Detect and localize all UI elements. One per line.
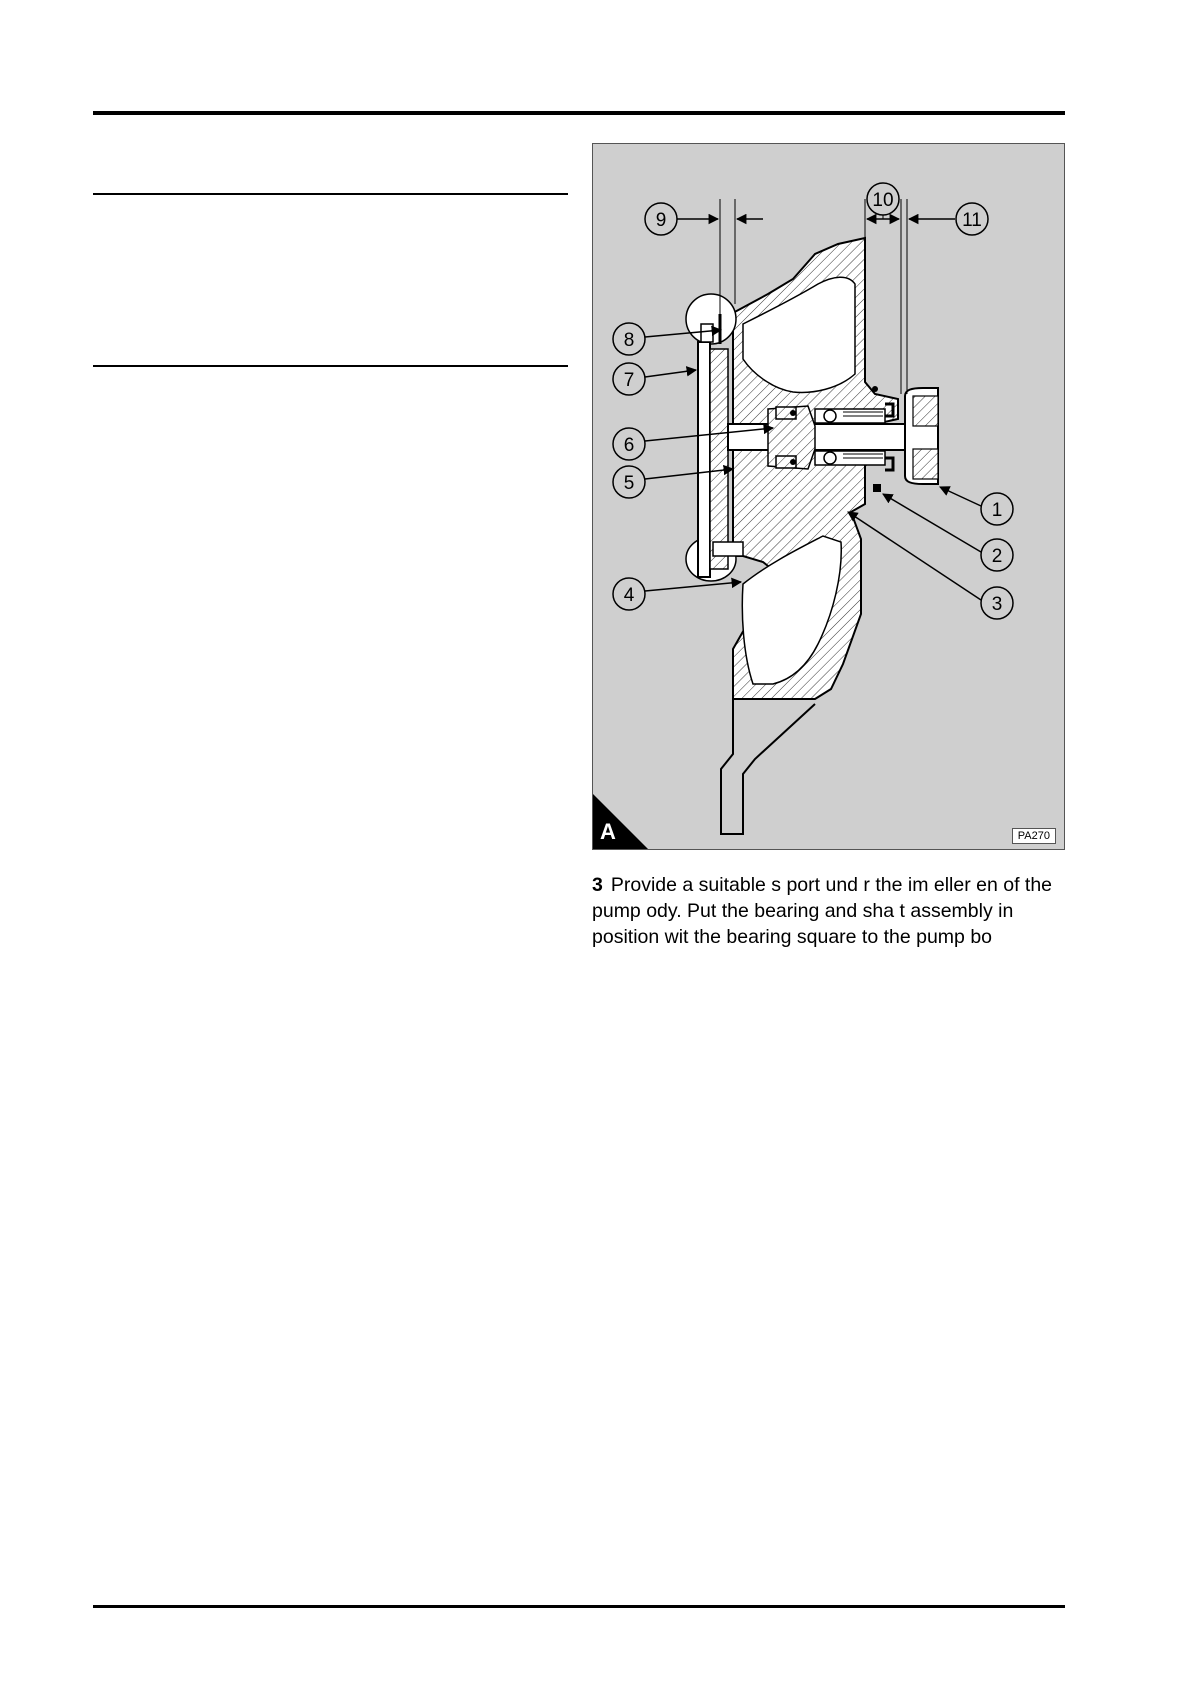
svg-text:6: 6 <box>623 435 635 456</box>
pump-cross-section-figure <box>592 143 1065 850</box>
footer-rule <box>93 1605 1065 1608</box>
svg-text:3: 3 <box>991 594 1003 615</box>
callout-7 <box>613 363 645 395</box>
callout-2 <box>981 539 1013 571</box>
svg-text:2: 2 <box>991 546 1003 567</box>
cover-plate <box>698 342 710 577</box>
svg-text:9: 9 <box>655 210 667 231</box>
figure-code: PA270 <box>1012 828 1056 844</box>
callout-4 <box>613 578 645 610</box>
svg-text:11: 11 <box>962 210 982 231</box>
callout-1 <box>981 493 1013 525</box>
callout-6 <box>613 428 645 460</box>
svg-text:1: 1 <box>991 500 1003 521</box>
svg-text:7: 7 <box>623 370 635 391</box>
svg-text:5: 5 <box>623 473 635 494</box>
callout-10 <box>867 183 899 215</box>
svg-text:4: 4 <box>623 585 635 606</box>
procedure-step <box>592 872 1062 950</box>
figure-letter: A <box>600 819 616 844</box>
callout-11 <box>956 203 988 235</box>
left-column-rule-upper <box>93 193 568 195</box>
callout-5 <box>613 466 645 498</box>
callout-8 <box>613 323 645 355</box>
header-rule <box>93 111 1065 115</box>
pump-cross-section-drawing <box>593 144 1065 850</box>
svg-text:8: 8 <box>623 330 635 351</box>
left-column-rule-lower <box>93 365 568 367</box>
svg-text:10: 10 <box>872 190 894 211</box>
step-text: Provide a suitable s port und r the im eller en of the pump ody. Put the bearing and sha t assembly in position wit the bearing square to the pump bo <box>592 874 1053 948</box>
callout-9 <box>645 203 677 235</box>
shaft <box>728 424 933 450</box>
step-number: 3 <box>592 874 603 896</box>
callout-3 <box>981 587 1013 619</box>
